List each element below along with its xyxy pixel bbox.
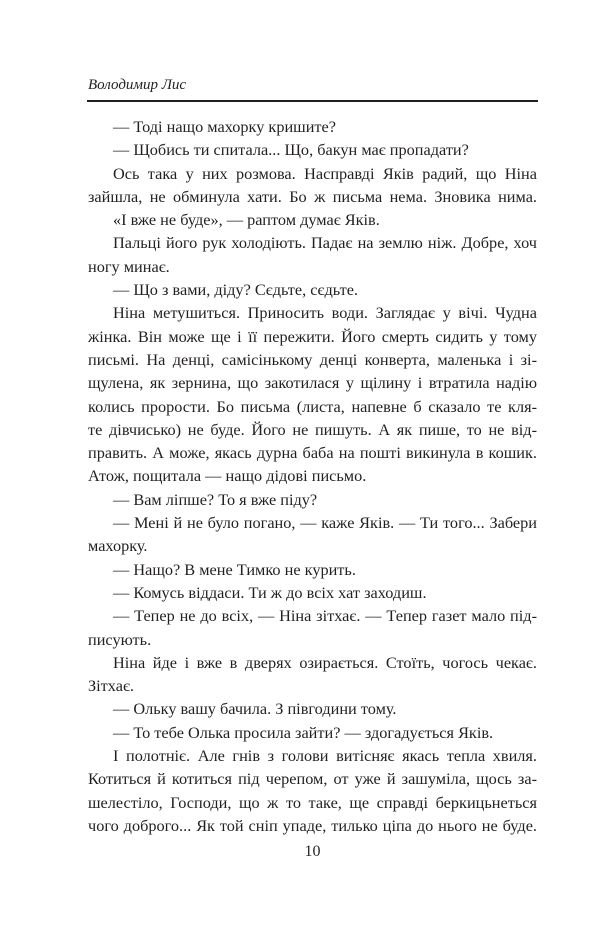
text-line: Пальці його рук холодіють. Падає на землю ніж. Добре, хоч (113, 233, 537, 253)
text-line: писують. (88, 629, 152, 649)
page-number: 10 (304, 843, 321, 860)
text-line: щулена, як зернина, що закотилася у щілину і втратила надію (88, 373, 537, 393)
text-line: Ніна йде і вже в дверях озирається. Стоїть, чогось чекає. (113, 652, 537, 672)
text-line: — Нащо? В мене Тимко не курить. (113, 559, 356, 579)
text-line: Ось така у них розмова. Насправді Яків радий, що Ніна (113, 163, 537, 183)
text-line: зайшла, не обминула хати. Бо ж письма нема. Зновика нима. (88, 186, 537, 206)
text-line: чого доброго... Як той сніп упаде, тилько ціпа до нього не буде. (88, 815, 537, 835)
text-line: — Мені й не було погано, — каже Яків. — Ти того... Забери (113, 513, 537, 533)
running-header-author: Володимир Лис (88, 77, 187, 93)
text-line: — Щобись ти спитала... Що, бакун має пропадати? (113, 140, 469, 160)
text-line: колись прорости. Бо письма (листа, напевне б сказало те кля- (88, 396, 537, 416)
text-line: Котиться й котиться під черепом, от уже й зашуміла, щось за- (88, 769, 537, 789)
text-line: — Вам ліпше? То я вже піду? (113, 489, 318, 509)
text-line: махорку. (88, 536, 148, 556)
text-line: Ніна метушиться. Приносить води. Заглядає у вічі. Чудна (113, 303, 537, 323)
header-rule (87, 100, 538, 102)
text-line: Зітхає. (88, 676, 135, 696)
text-line: — То тебе Олька просила зайти? — здогадується Яків. (113, 722, 494, 742)
text-line: письмі. На денці, самісінькому денці конверта, маленька і зі- (88, 349, 537, 369)
text-line: — Тепер не до всіх, — Ніна зітхає. — Тепер газет мало під- (113, 606, 537, 626)
text-line: жінка. Він може ще і її пережити. Його смерть сидить у тому (88, 326, 537, 346)
text-line: ногу минає. (88, 256, 170, 276)
text-line: — Ольку вашу бачила. З півгодини тому. (113, 699, 397, 719)
page-body-text (88, 115, 537, 837)
text-line: І полотніє. Але гнів з голови витісняє якась тепла хвиля. (113, 746, 537, 766)
text-line: править. А може, якась дурна баба на пошті викинула в кошик. (88, 443, 537, 463)
text-line: шелестіло, Господи, що ж то таке, ще справді беркицьнеться (88, 792, 537, 812)
text-line: — Що з вами, діду? Сєдьте, сєдьте. (113, 280, 359, 300)
text-line: Атож, пощитала — нащо дідові письмо. (88, 466, 367, 486)
text-line: — Тоді нащо махорку кришите? (113, 117, 336, 136)
text-line: — Комусь віддаси. Ти ж до всіх хат заходиш. (113, 582, 427, 602)
text-line: «І вже не буде», — раптом думає Яків. (113, 210, 380, 230)
text-line: те дівчисько) не буде. Його не пишуть. А як пише, то не від- (88, 419, 537, 439)
